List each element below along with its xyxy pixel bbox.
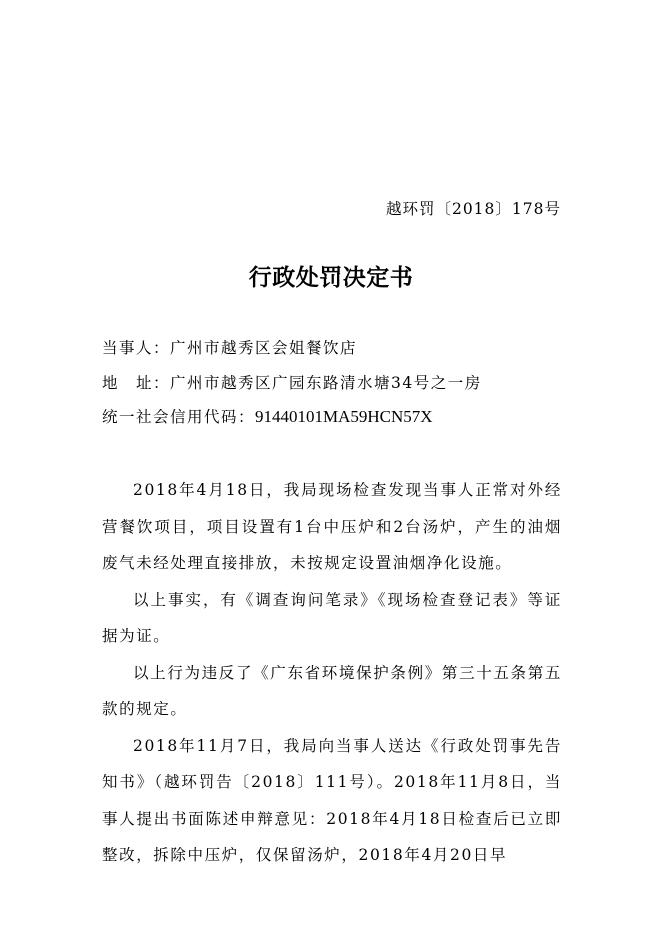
credit-code-label: 统一社会信用代码：	[102, 408, 256, 426]
body-paragraph: 2018年11月7日，我局向当事人送达《行政处罚事先告知书》（越环罚告〔2018〕111号）。2018年11月8日，当事人提出书面陈述申辩意见：2018年4月18日检查后已立即整改，拆除中压炉，仅保留汤炉，2018年4月20日早	[102, 736, 562, 864]
party-address-value: 广州市越秀区广园东路清水塘34号之一房	[170, 374, 482, 392]
credit-code-line	[102, 405, 433, 427]
body-paragraph: 2018年4月18日，我局现场检查发现当事人正常对外经营餐饮项目，项目设置有1台中压炉和2台汤炉，产生的油烟废气未经处理直接排放，未按规定设置油烟净化设施。	[102, 481, 562, 572]
document-title: 行政处罚决定书	[248, 264, 414, 291]
party-name-label: 当事人：	[102, 339, 171, 357]
party-name-value: 广州市越秀区会姐餐饮店	[170, 339, 358, 357]
credit-code-value: 91440101MA59HCN57X	[255, 407, 433, 426]
party-name-line	[102, 336, 357, 358]
body-paragraph: 以上事实，有《调查询问笔录》《现场检查登记表》等证据为证。	[102, 590, 562, 645]
party-address-label: 地 址：	[102, 374, 171, 392]
document-body	[102, 472, 562, 874]
document-number: 越环罚〔2018〕178号	[385, 200, 561, 218]
party-address-line	[102, 371, 482, 393]
body-paragraph: 以上行为违反了《广东省环境保护条例》第三十五条第五款的规定。	[102, 663, 562, 718]
